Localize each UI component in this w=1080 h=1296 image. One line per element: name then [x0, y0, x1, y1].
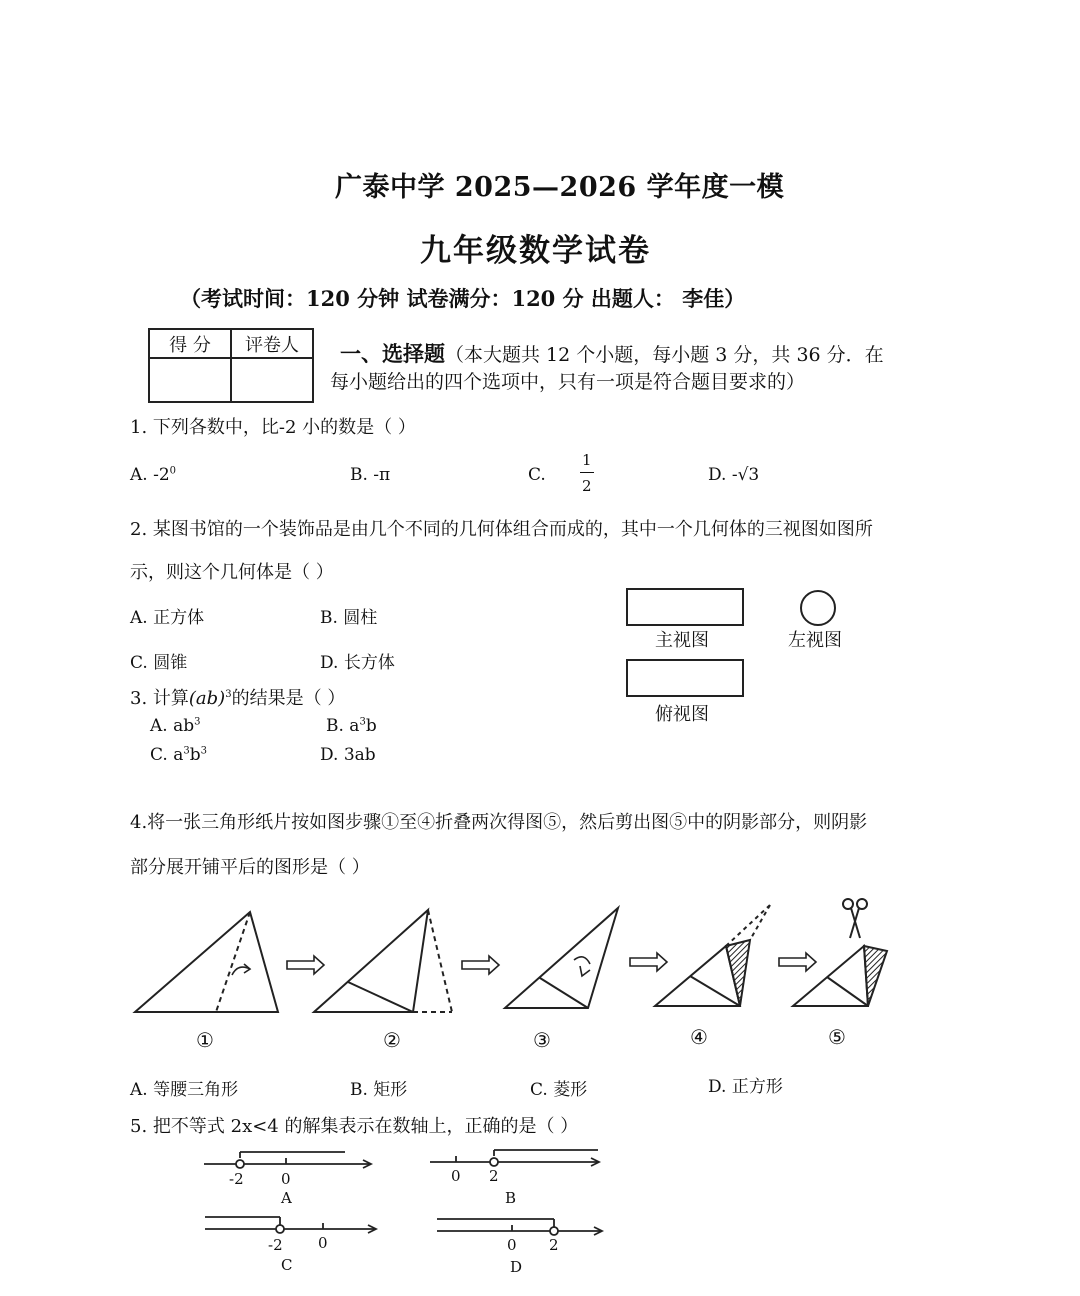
nl-c-tick-1: -2 — [268, 1236, 283, 1254]
nl-b-tick-1: 0 — [451, 1167, 461, 1185]
q4-option-a: A. 等腰三角形 — [130, 1080, 239, 1100]
q1-stem: 1. 下列各数中，比-2 小的数是（ ） — [130, 417, 416, 438]
number-line-d — [437, 1219, 602, 1235]
q3-option-c: C. $a^3b^3$ — [150, 745, 207, 765]
q3-option-d: D. 3ab — [320, 745, 376, 765]
number-line-a — [204, 1152, 371, 1168]
nl-a-tick-1: -2 — [229, 1170, 244, 1188]
q1-option-a: A. $-2^0$ — [130, 465, 177, 485]
school-title: 广泰中学 2025—2026 学年度一模 — [335, 172, 785, 203]
section-desc-line1: （本大题共 12 个小题，每小题 3 分，共 36 分．在 — [445, 344, 884, 366]
paper-title: 九年级数学试卷 — [420, 233, 651, 269]
q1-option-b: B. -π — [350, 465, 391, 485]
fold-step-3-figure — [505, 908, 618, 1008]
section-heading: 一、选择题 — [340, 341, 445, 366]
nl-d-tick-2: 2 — [549, 1236, 559, 1254]
step-label-2: ② — [383, 1028, 401, 1052]
nl-b-label: B — [505, 1189, 517, 1207]
fold-arrow-3 — [630, 953, 667, 971]
q1-option-c-denominator: 2 — [582, 477, 592, 495]
q3-option-a: A. $ab^3$ — [150, 716, 201, 736]
score-header: 得 分 — [149, 329, 231, 358]
q1-option-d: D. -√3 — [708, 465, 760, 485]
nl-c-label: C — [281, 1256, 293, 1274]
q2-stem-line1: 2. 某图书馆的一个装饰品是由几个不同的几何体组合而成的，其中一个几何体的三视图如图所 — [130, 519, 873, 540]
step-label-5: ⑤ — [828, 1025, 846, 1049]
fold-step-4-figure — [655, 905, 770, 1006]
step-label-3: ③ — [533, 1028, 551, 1052]
q2-option-b: B. 圆柱 — [320, 608, 378, 628]
left-view-label: 左视图 — [788, 630, 842, 651]
fold-step-1-figure — [135, 912, 278, 1012]
q4-stem-line2: 部分展开铺平后的图形是（ ） — [130, 857, 370, 878]
nl-a-tick-2: 0 — [281, 1170, 291, 1188]
q3-stem: 3. 计算(ab)$^3$的结果是（ ） — [130, 688, 346, 709]
fold-arrow-1 — [287, 956, 324, 974]
q4-stem-line1: 4.将一张三角形纸片按如图步骤①至④折叠两次得图⑤，然后剪出图⑤中的阴影部分，则阴影 — [130, 812, 868, 833]
q3-option-b: B. $a^3b$ — [326, 716, 377, 736]
fold-arrow-4 — [779, 953, 816, 971]
step-label-1: ① — [196, 1028, 214, 1052]
front-view-label: 主视图 — [655, 630, 709, 651]
q1-option-c-numerator: 1 — [582, 451, 592, 469]
nl-b-tick-2: 2 — [489, 1167, 499, 1185]
q2-option-a: A. 正方体 — [130, 608, 205, 628]
exam-info: （考试时间：120 分钟 试卷满分：120 分 出题人： 李佳） — [180, 286, 746, 311]
number-line-b — [430, 1150, 599, 1166]
fold-arrow-2 — [462, 956, 499, 974]
nl-d-tick-1: 0 — [507, 1236, 517, 1254]
q2-stem-line2: 示，则这个几何体是（ ） — [130, 562, 334, 583]
q1-option-c-label: C. — [528, 465, 546, 485]
q2-option-c: C. 圆锥 — [130, 653, 188, 673]
q4-option-d: D. 正方形 — [708, 1077, 783, 1097]
section-desc-line2: 每小题给出的四个选项中，只有一项是符合题目要求的） — [330, 371, 806, 393]
scissors-icon — [843, 899, 867, 938]
nl-a-label: A — [281, 1189, 292, 1207]
grader-header: 评卷人 — [231, 329, 313, 358]
q4-option-c: C. 菱形 — [530, 1080, 588, 1100]
nl-d-label: D — [510, 1258, 523, 1276]
q5-stem: 5. 把不等式 2x<4 的解集表示在数轴上，正确的是（ ） — [130, 1116, 579, 1137]
number-line-c — [205, 1217, 376, 1233]
nl-c-tick-2: 0 — [318, 1234, 328, 1252]
q2-option-d: D. 长方体 — [320, 653, 395, 673]
top-view-label: 俯视图 — [655, 704, 709, 725]
q4-option-b: B. 矩形 — [350, 1080, 408, 1100]
fold-step-2-figure — [314, 910, 452, 1012]
step-label-4: ④ — [690, 1025, 708, 1049]
